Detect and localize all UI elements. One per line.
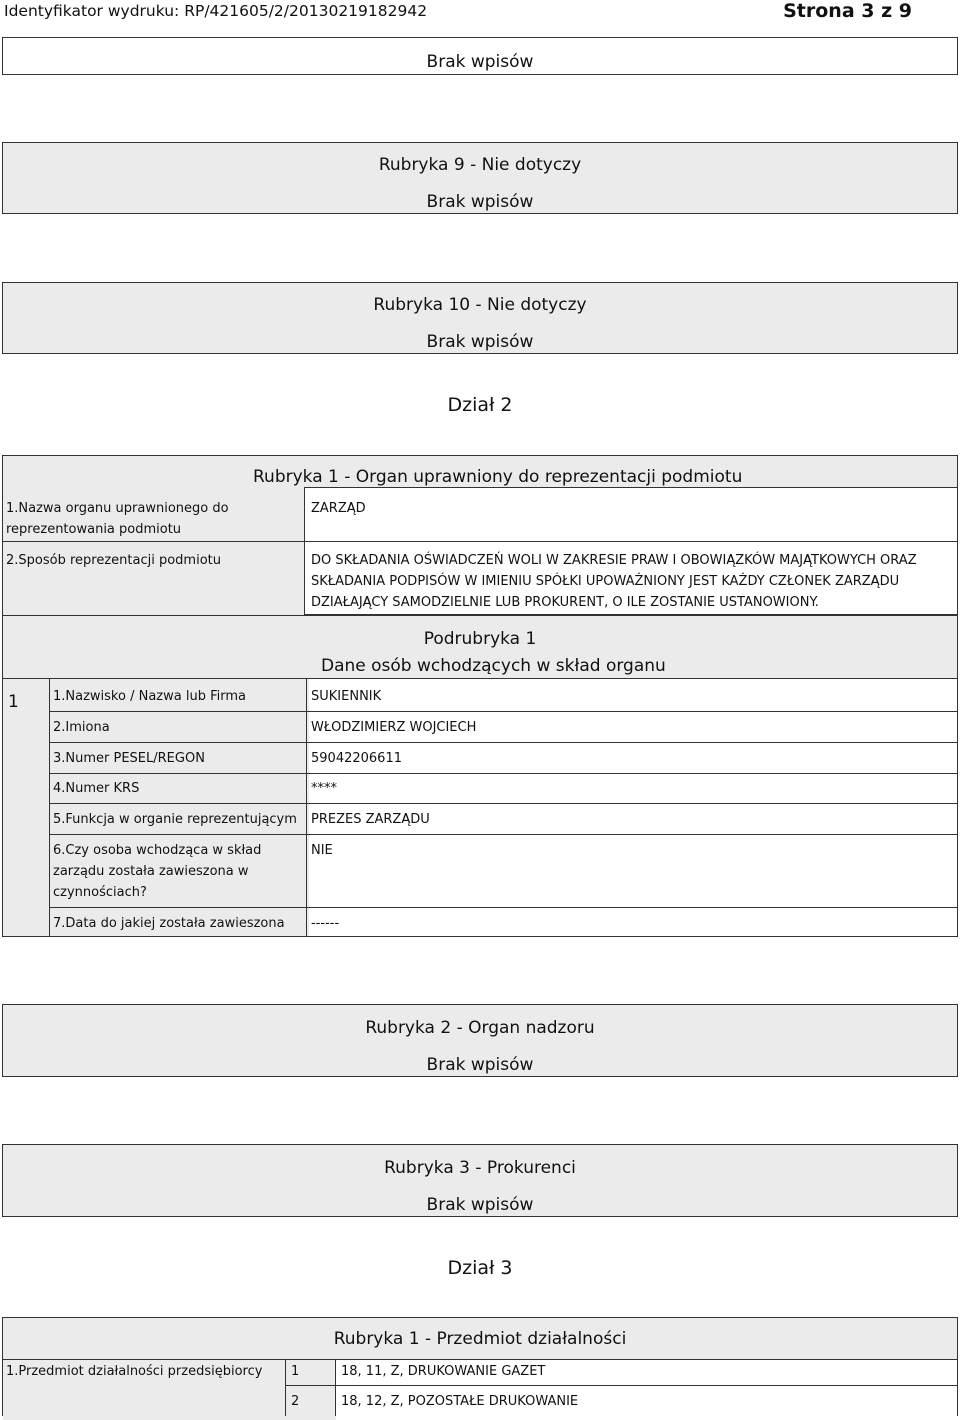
dzial3-rubryka1-title: Rubryka 1 - Przedmiot działalności xyxy=(333,1329,627,1349)
rubryka9-title: Rubryka 9 - Nie dotyczy xyxy=(378,155,582,175)
field-value: SUKIENNIK xyxy=(311,689,382,704)
rubryka2-title: Rubryka 2 - Organ nadzoru xyxy=(365,1018,595,1038)
field-label: 4.Numer KRS xyxy=(53,781,140,796)
rubryka3-title: Rubryka 3 - Prokurenci xyxy=(384,1158,576,1178)
field-label: 7.Data do jakiej została zawieszona xyxy=(53,916,285,931)
print-identifier: Identyfikator wydruku: RP/421605/2/20130219182942 xyxy=(4,2,428,20)
field-value: WŁODZIMIERZ WOJCIECH xyxy=(311,720,477,735)
activity-row-number: 2 xyxy=(291,1394,300,1409)
field-label: 2.Imiona xyxy=(53,720,110,735)
field-value: NIE xyxy=(311,843,333,858)
organ-name-value: ZARZĄD xyxy=(311,501,366,516)
rubryka10-section xyxy=(2,282,958,354)
activity-row-number: 1 xyxy=(291,1364,300,1379)
dzial2-title: Dział 2 xyxy=(447,394,513,416)
field-label: 6.Czy osoba wchodząca w skład zarządu została zawieszona w czynnościach? xyxy=(53,843,262,900)
rubryka2-section xyxy=(2,1004,958,1077)
field-label: 5.Funkcja w organie reprezentującym xyxy=(53,812,297,827)
field-value: ------ xyxy=(311,916,340,931)
empty-notice: Brak wpisów xyxy=(426,332,534,352)
podrubryka1-subtitle: Dane osób wchodzących w skład organu xyxy=(321,656,666,676)
empty-notice: Brak wpisów xyxy=(426,1055,534,1075)
organ-name-label: 1.Nazwa organu uprawnionego do reprezentowania podmiotu xyxy=(6,501,229,537)
rubryka9-section xyxy=(2,142,958,214)
rubryka10-title: Rubryka 10 - Nie dotyczy xyxy=(373,295,587,315)
top-empty-section xyxy=(2,37,958,75)
empty-notice: Brak wpisów xyxy=(426,192,534,212)
activity-row-value: 18, 11, Z, DRUKOWANIE GAZET xyxy=(341,1364,546,1379)
rubryka3-section xyxy=(2,1144,958,1217)
activity-row-value: 18, 12, Z, POZOSTAŁE DRUKOWANIE xyxy=(341,1394,579,1409)
field-label: 1.Nazwisko / Nazwa lub Firma xyxy=(53,689,246,704)
person-index: 1 xyxy=(8,692,19,712)
podrubryka1-title: Podrubryka 1 xyxy=(423,629,537,649)
field-value: 59042206611 xyxy=(311,751,402,766)
page-number: Strona 3 z 9 xyxy=(783,0,912,22)
empty-notice: Brak wpisów xyxy=(426,1195,534,1215)
representation-value: DO SKŁADANIA OŚWIADCZEŃ WOLI W ZAKRESIE PRAW I OBOWIĄZKÓW MAJĄTKOWYCH ORAZ SKŁADANIA PODPISÓW W IMIENIU SPÓŁKI UPOWAŻNIONY JEST KAŻDY CZŁONEK ZARZĄDU DZIAŁAJĄCY SAMODZIELNIE LUB PROKURENT, O ILE ZOSTANIE USTANOWIONY. xyxy=(311,553,917,610)
field-value: PREZES ZARZĄDU xyxy=(311,812,430,827)
activity-label: 1.Przedmiot działalności przedsiębiorcy xyxy=(6,1364,263,1379)
dzial3-title: Dział 3 xyxy=(447,1257,513,1279)
field-value: **** xyxy=(311,781,337,796)
representation-label: 2.Sposób reprezentacji podmiotu xyxy=(6,553,221,568)
rubryka1-title: Rubryka 1 - Organ uprawniony do reprezentacji podmiotu xyxy=(253,467,743,487)
field-label: 3.Numer PESEL/REGON xyxy=(53,751,205,766)
empty-notice: Brak wpisów xyxy=(426,52,534,72)
